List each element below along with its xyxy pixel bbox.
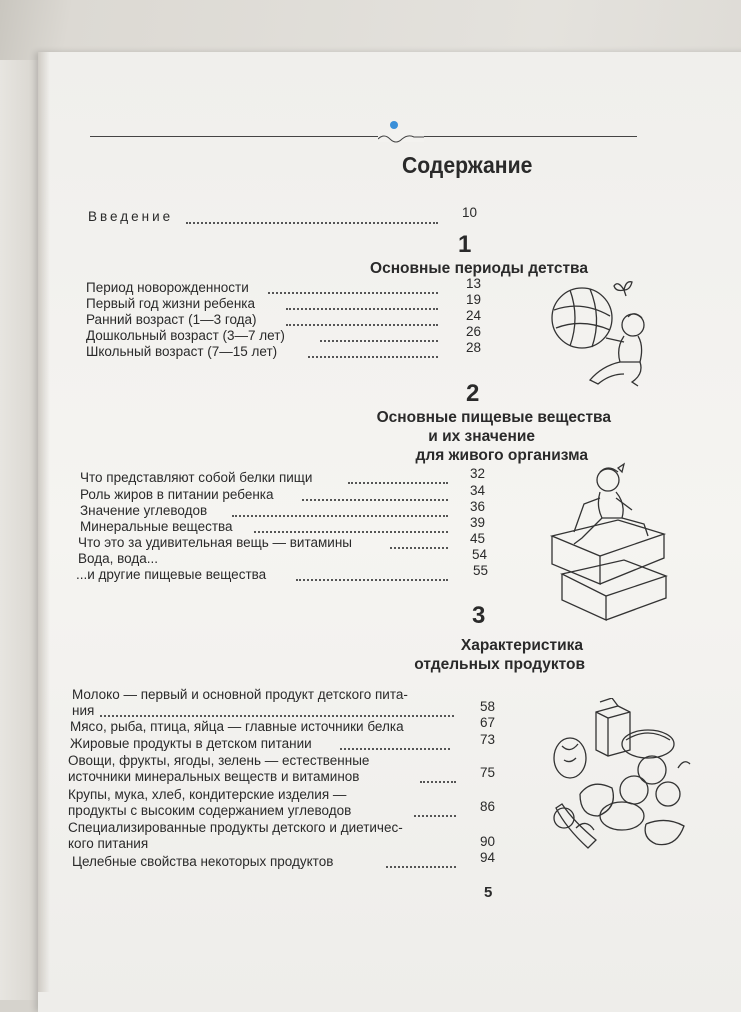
toc-entry: Значение углеводов: [80, 503, 208, 518]
toc-page: 36: [470, 499, 486, 514]
page-number: 5: [484, 884, 493, 901]
toc-entry: Школьный возраст (7—15 лет): [86, 344, 278, 359]
leader-dots: [348, 480, 448, 484]
toc-entry: Что это за удивительная вещь — витамины: [78, 535, 352, 550]
leader-dots: [286, 306, 438, 310]
toc-page: 67: [480, 715, 496, 730]
toc-entry-cont: кого питания: [68, 836, 149, 851]
leader-dots: [420, 779, 456, 783]
leader-dots: [100, 713, 454, 717]
leader-dots: [308, 354, 438, 358]
intro-label: Введение: [88, 209, 174, 224]
toc-page: 73: [480, 732, 496, 747]
toc-entry: Период новорожденности: [86, 280, 249, 295]
leader-dots: [254, 529, 448, 533]
toc-entry: Жировые продукты в детском питании: [70, 736, 312, 751]
leader-dots: [414, 813, 456, 817]
toc-entry: Мясо, рыба, птица, яйца — главные источники белка: [70, 719, 404, 734]
leader-dots: [386, 864, 456, 868]
toc-entry-cont: источники минеральных веществ и витаминов: [68, 769, 360, 784]
leader-dots: [340, 746, 450, 750]
toc-entry-cont: продукты с высоким содержанием углеводов: [68, 803, 352, 818]
toc-page: 55: [473, 563, 489, 578]
section-title-line: Основные пищевые вещества: [376, 409, 611, 426]
leader-dots: [390, 545, 448, 549]
toc-entry: Крупы, мука, хлеб, кондитерские изделия —: [68, 787, 347, 802]
toc-page: 32: [470, 466, 486, 481]
section-number: 1: [458, 231, 472, 258]
section-number: 2: [466, 380, 480, 407]
toc-entry: Дошкольный возраст (3—7 лет): [86, 328, 285, 343]
vegetables-illustration: [552, 698, 692, 858]
toc-entry: ...и другие пищевые вещества: [76, 567, 267, 582]
leader-dots: [302, 497, 448, 501]
toc-entry: Минеральные вещества: [80, 519, 233, 534]
toc-page: 19: [466, 292, 482, 307]
page-title: Содержание: [402, 152, 533, 178]
toc-entry: Ранний возраст (1—3 года): [86, 312, 257, 327]
leader-dots: [320, 338, 438, 342]
toc-page: 24: [466, 308, 482, 323]
section-number: 3: [472, 602, 486, 629]
toc-entry: Специализированные продукты детского и диетичес-: [68, 820, 403, 835]
blue-dot-ornament: [390, 121, 398, 129]
previous-page-edge: [0, 60, 40, 1000]
page-fold-shadow: [38, 52, 50, 992]
section-title-line: отдельных продуктов: [414, 656, 585, 673]
toc-entry: Овощи, фрукты, ягоды, зелень — естественные: [68, 753, 370, 768]
leader-dots: [186, 220, 438, 224]
toc-page: 94: [480, 850, 496, 865]
toc-entry: Что представляют собой белки пищи: [80, 470, 313, 485]
toc-page: 26: [466, 324, 482, 339]
toc-page: 45: [470, 531, 486, 546]
toc-page: 28: [466, 340, 482, 355]
toc-entry: Молоко — первый и основной продукт детского пита-: [72, 687, 408, 702]
leader-dots: [232, 513, 448, 517]
leader-dots: [268, 290, 438, 294]
toc-entry: Вода, вода...: [78, 551, 158, 566]
toc-entry-cont: ния: [72, 703, 95, 718]
toc-page: 86: [480, 799, 496, 814]
child-with-ball-illustration: [540, 270, 660, 395]
section-title-line: и их значение: [428, 428, 535, 445]
toc-page: 75: [480, 765, 496, 780]
header-rule: [90, 136, 637, 137]
section-title-line: Характеристика: [460, 637, 583, 654]
toc-entry: Целебные свойства некоторых продуктов: [72, 854, 334, 869]
section-title-line: для живого организма: [415, 447, 588, 464]
toc-entry: Первый год жизни ребенка: [86, 296, 255, 311]
toc-page: 54: [472, 547, 488, 562]
toc-entry: Роль жиров в питании ребенка: [80, 487, 274, 502]
toc-page: 13: [466, 276, 482, 291]
girl-on-boxes-illustration: [548, 462, 678, 622]
toc-page: 58: [480, 699, 496, 714]
toc-page: 90: [480, 834, 496, 849]
leader-dots: [296, 577, 448, 581]
toc-page: 34: [470, 483, 486, 498]
intro-page: 10: [462, 205, 478, 220]
toc-page: 39: [470, 515, 486, 530]
leader-dots: [286, 322, 438, 326]
header-rule-ornament: [378, 130, 424, 142]
section-title: Основные периоды детства: [370, 260, 588, 277]
